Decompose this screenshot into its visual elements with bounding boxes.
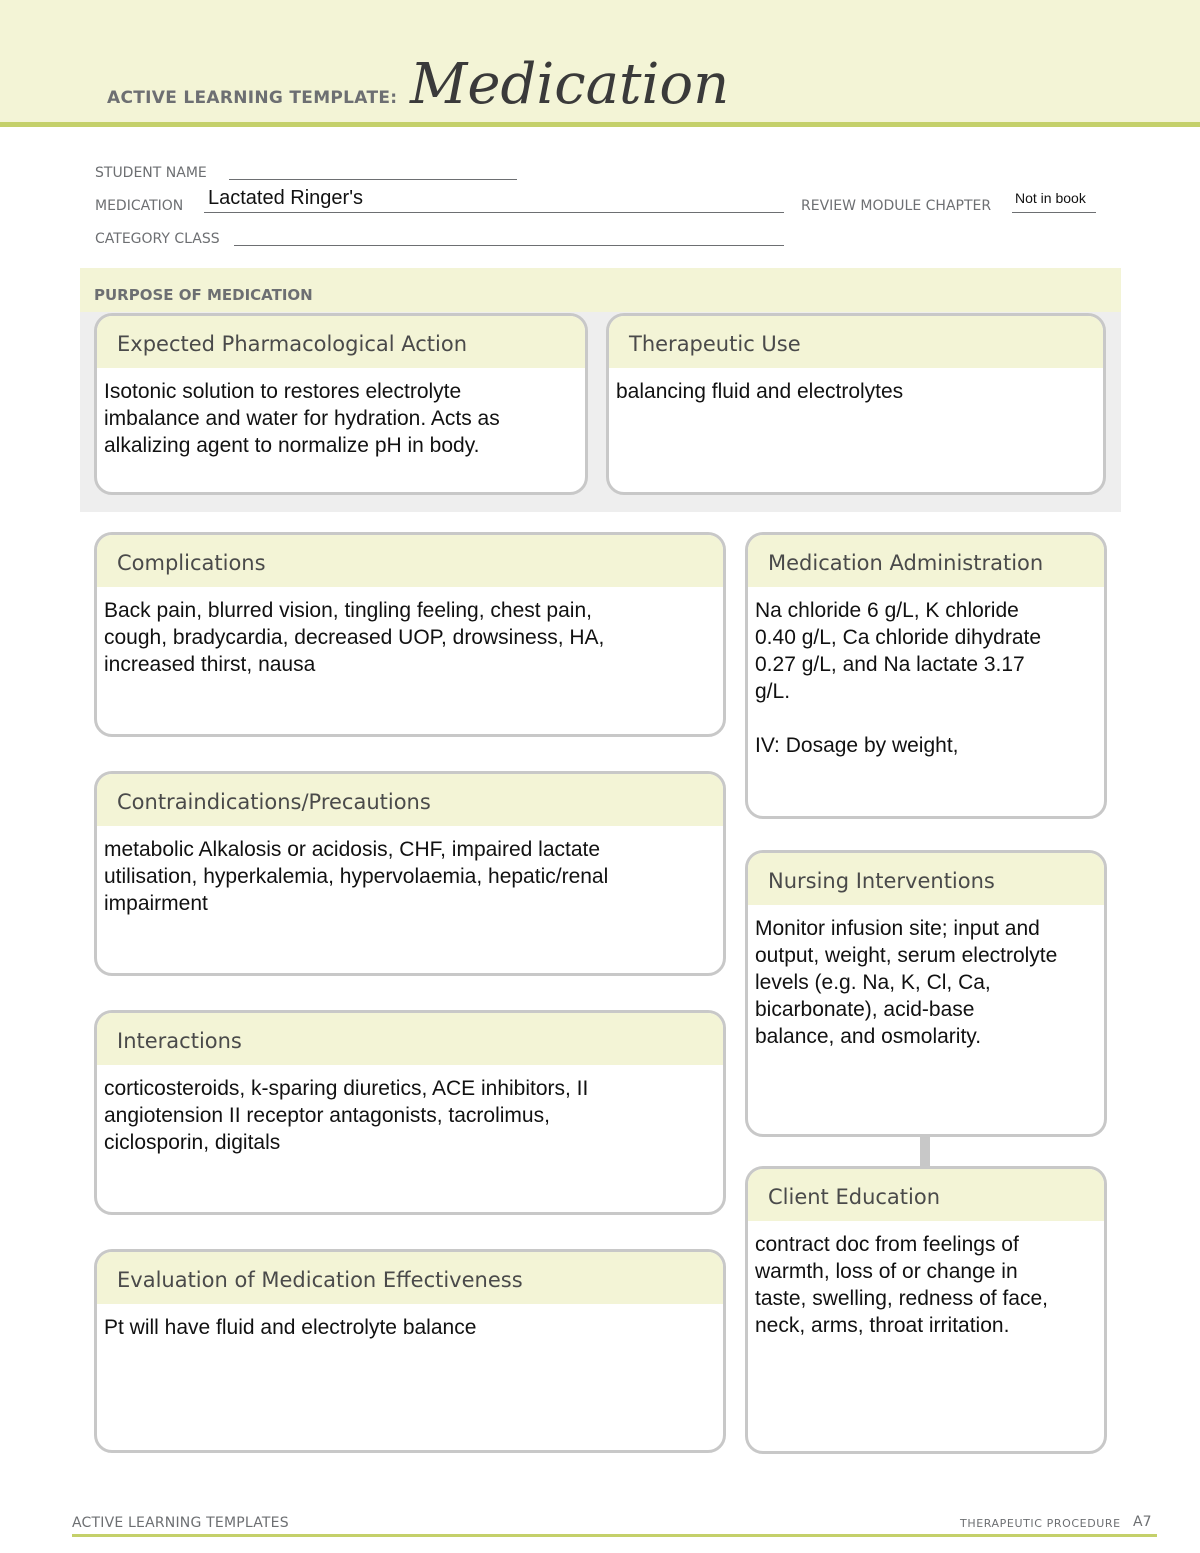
complications-title: Complications	[97, 535, 723, 587]
evaluation-body[interactable]: Pt will have fluid and electrolyte balance	[104, 1316, 477, 1339]
interactions-body[interactable]: corticosteroids, k-sparing diuretics, ACE inhibitors, II angiotension II receptor antagonists, tacrolimus, ciclosporin, digitals	[104, 1077, 589, 1154]
card-connector	[920, 1134, 930, 1167]
purpose-heading: PURPOSE OF MEDICATION	[94, 286, 313, 304]
review-module-label: REVIEW MODULE CHAPTER	[801, 198, 992, 214]
page-title: Medication	[410, 52, 730, 117]
nursing-interventions-card	[745, 850, 1107, 1137]
contraindications-body[interactable]: metabolic Alkalosis or acidosis, CHF, impaired lactate utilisation, hyperkalemia, hypervolaemia, hepatic/renal impairment	[104, 838, 609, 915]
header-rule	[0, 122, 1200, 127]
medication-administration-title: Medication Administration	[748, 535, 1104, 587]
review-module-field[interactable]	[1012, 190, 1096, 213]
nursing-interventions-body[interactable]: Monitor infusion site; input and output, weight, serum electrolyte levels (e.g. Na, K, Cl, Ca, bicarbonate), acid-base balance, and osmolarity.	[755, 917, 1058, 1048]
client-education-card	[745, 1166, 1107, 1454]
student-name-field[interactable]	[229, 166, 517, 180]
medication-administration-card	[745, 532, 1107, 819]
category-class-field[interactable]	[234, 232, 784, 246]
complications-card	[94, 532, 726, 737]
evaluation-title: Evaluation of Medication Effectiveness	[97, 1252, 723, 1304]
nursing-interventions-title: Nursing Interventions	[748, 853, 1104, 905]
expected-action-body[interactable]: Isotonic solution to restores electrolyte imbalance and water for hydration. Acts as alkalizing agent to normalize pH in body.	[104, 380, 500, 457]
contraindications-title: Contraindications/Precautions	[97, 774, 723, 826]
footer-page-number: A7	[1133, 1514, 1152, 1530]
interactions-card	[94, 1010, 726, 1215]
complications-body[interactable]: Back pain, blurred vision, tingling feeling, chest pain, cough, bradycardia, decreased UOP, drowsiness, HA, increased thirst, nausa	[104, 599, 605, 676]
medication-administration-body[interactable]: Na chloride 6 g/L, K chloride 0.40 g/L, Ca chloride dihydrate 0.27 g/L, and Na lactate 3.17 g/L. IV: Dosage by weight,	[755, 599, 1042, 757]
interactions-title: Interactions	[97, 1013, 723, 1065]
medication-field[interactable]	[204, 187, 784, 213]
footer-rule	[72, 1534, 1157, 1537]
therapeutic-use-body[interactable]: balancing fluid and electrolytes	[616, 380, 904, 403]
expected-action-card	[94, 313, 588, 495]
footer-left-label: ACTIVE LEARNING TEMPLATES	[72, 1515, 289, 1531]
review-module-value: Not in book	[1015, 190, 1086, 206]
category-class-label: CATEGORY CLASS	[95, 231, 220, 247]
evaluation-card	[94, 1249, 726, 1453]
client-education-body[interactable]: contract doc from feelings of warmth, loss of or change in taste, swelling, redness of face, neck, arms, throat irritation.	[755, 1233, 1048, 1337]
client-education-title: Client Education	[748, 1169, 1104, 1221]
medication-value: Lactated Ringer's	[208, 187, 364, 209]
therapeutic-use-title: Therapeutic Use	[609, 316, 1103, 368]
contraindications-card	[94, 771, 726, 976]
student-name-label: STUDENT NAME	[95, 165, 207, 181]
footer-right-label: THERAPEUTIC PROCEDURE	[960, 1517, 1121, 1530]
expected-action-title: Expected Pharmacological Action	[97, 316, 585, 368]
therapeutic-use-card	[606, 313, 1106, 495]
medication-label: MEDICATION	[95, 198, 184, 214]
template-label: ACTIVE LEARNING TEMPLATE:	[107, 88, 398, 108]
